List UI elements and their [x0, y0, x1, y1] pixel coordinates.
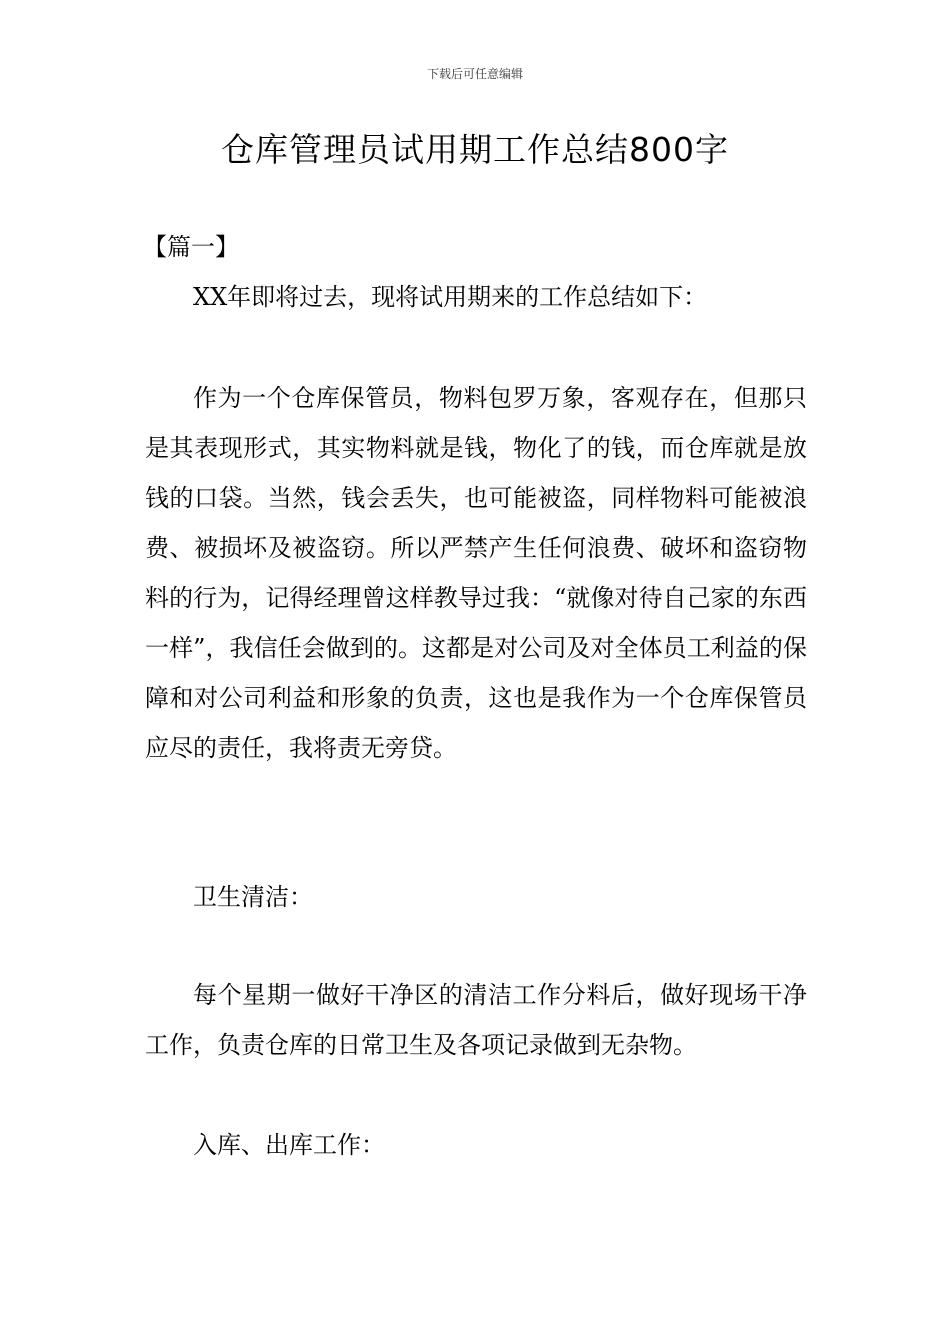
- document-title: 仓库管理员试用期工作总结800字: [221, 130, 729, 169]
- main-paragraph: 作为一个仓库保管员，物料包罗万象，客观存在，但那只是其表现形式，其实物料就是钱，物化了的钱，而仓库就是放钱的口袋。当然，钱会丢失，也可能被盗，同样物料可能被浪费、被损坏及被盗窃。所以严禁产生任何浪费、破坏和盗窃物料的行为，记得经理曾这样教导过我：“就像对待自己家的东西一样”，我信任会做到的。这都是对公司及对全体员工利益的保障和对公司利益和形象的负责，这也是我作为一个仓库保管员应尽的责任，我将责无旁贷。: [145, 384, 807, 762]
- section-label: 【篇一】: [143, 233, 239, 261]
- header-note: 下载后可任意编辑: [426, 67, 523, 81]
- inout-heading: 入库、出库工作：: [193, 1131, 385, 1159]
- hygiene-paragraph: 每个星期一做好干净区的清洁工作分料后，做好现场干净工作，负责仓库的日常卫生及各项记录做到无杂物。: [145, 981, 807, 1059]
- intro-paragraph: XX年即将过去，现将试用期来的工作总结如下：: [193, 283, 708, 311]
- hygiene-heading: 卫生清洁：: [193, 883, 313, 911]
